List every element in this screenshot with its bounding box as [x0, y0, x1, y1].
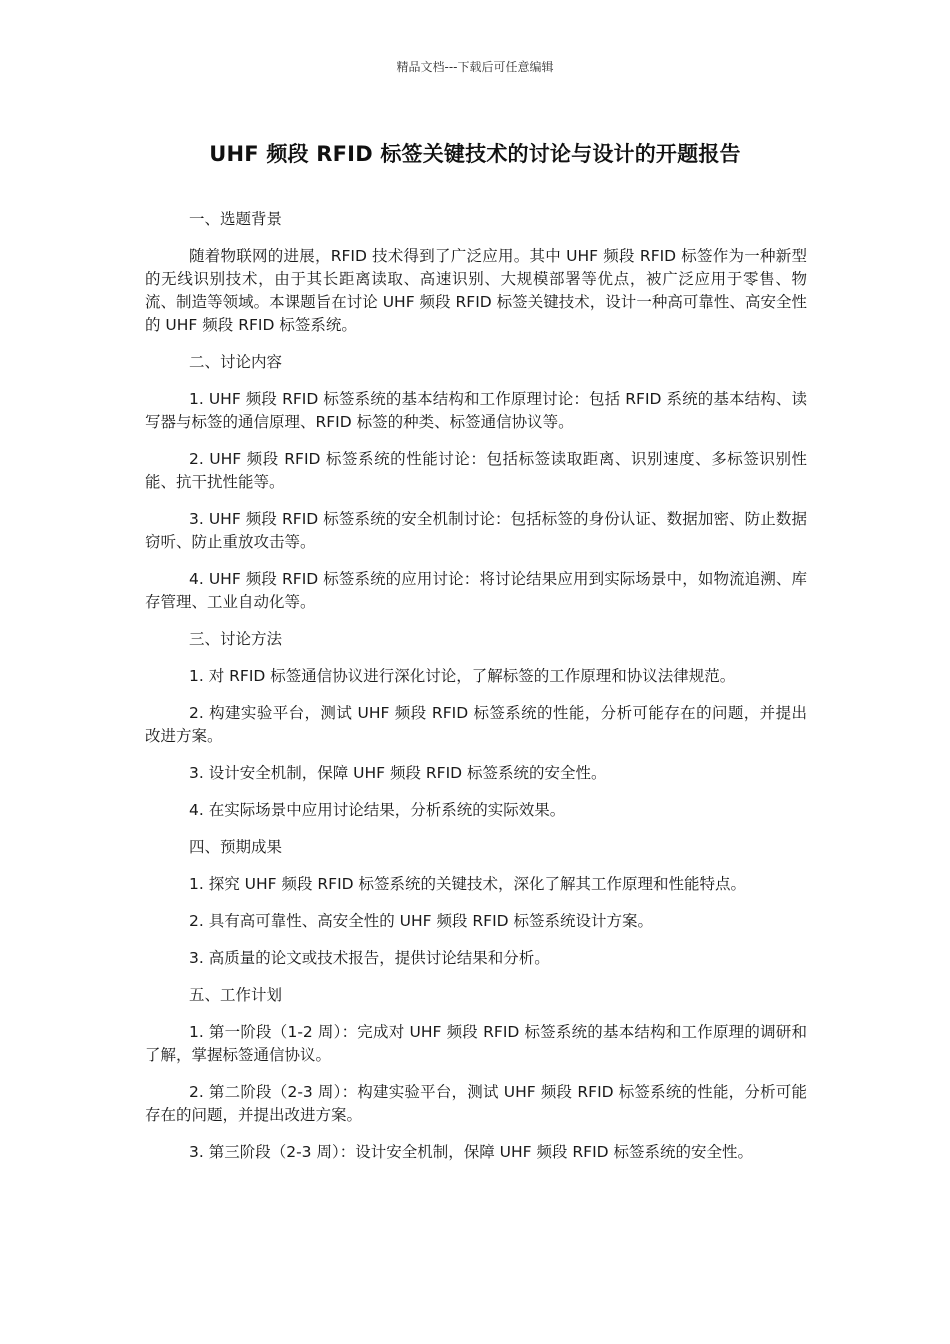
content-item: 3. UHF 频段 RFID 标签系统的安全机制讨论：包括标签的身份认证、数据加密、防止数据窃听、防止重放攻击等。	[145, 510, 807, 551]
section-heading-results: 四、预期成果	[189, 838, 283, 856]
document-title: UHF 频段 RFID 标签关键技术的讨论与设计的开题报告	[209, 142, 741, 166]
content-item: 4. UHF 频段 RFID 标签系统的应用讨论：将讨论结果应用到实际场景中，如物流追溯、库存管理、工业自动化等。	[145, 570, 807, 611]
section-heading-plan: 五、工作计划	[189, 986, 283, 1004]
document-body	[145, 208, 807, 1178]
plan-item: 2. 第二阶段（2-3 周）：构建实验平台，测试 UHF 频段 RFID 标签系统的性能，分析可能存在的问题，并提出改进方案。	[145, 1083, 807, 1124]
methods-item: 2. 构建实验平台，测试 UHF 频段 RFID 标签系统的性能，分析可能存在的问题，并提出改进方案。	[145, 704, 807, 745]
section-heading-background: 一、选题背景	[189, 210, 283, 228]
results-item: 1. 探究 UHF 频段 RFID 标签系统的关键技术，深化了解其工作原理和性能特点。	[189, 875, 747, 893]
methods-item: 3. 设计安全机制，保障 UHF 频段 RFID 标签系统的安全性。	[189, 764, 607, 782]
methods-item: 4. 在实际场景中应用讨论结果，分析系统的实际效果。	[189, 801, 566, 819]
content-item: 2. UHF 频段 RFID 标签系统的性能讨论：包括标签读取距离、识别速度、多标签识别性能、抗干扰性能等。	[145, 450, 807, 491]
methods-item: 1. 对 RFID 标签通信协议进行深化讨论，了解标签的工作原理和协议法律规范。	[189, 667, 736, 685]
results-item: 2. 具有高可靠性、高安全性的 UHF 频段 RFID 标签系统设计方案。	[189, 912, 654, 930]
content-item: 1. UHF 频段 RFID 标签系统的基本结构和工作原理讨论：包括 RFID 系统的基本结构、读写器与标签的通信原理、RFID 标签的种类、标签通信协议等。	[145, 390, 807, 431]
results-item: 3. 高质量的论文或技术报告，提供讨论结果和分析。	[189, 949, 550, 967]
section-heading-methods: 三、讨论方法	[189, 630, 283, 648]
plan-item: 3. 第三阶段（2-3 周）：设计安全机制，保障 UHF 频段 RFID 标签系统的安全性。	[189, 1143, 754, 1161]
header-note: 精品文档---下载后可任意编辑	[396, 60, 554, 74]
background-paragraph: 随着物联网的进展，RFID 技术得到了广泛应用。其中 UHF 频段 RFID 标签作为一种新型的无线识别技术，由于其长距离读取、高速识别、大规模部署等优点，被广泛应用于零售、物流、制造等领域。本课题旨在讨论 UHF 频段 RFID 标签关键技术，设计一种高可靠性、高安全性的 UHF 频段 RFID 标签系统。	[145, 247, 807, 334]
plan-item: 1. 第一阶段（1-2 周）：完成对 UHF 频段 RFID 标签系统的基本结构和工作原理的调研和了解，掌握标签通信协议。	[145, 1023, 807, 1064]
section-heading-content: 二、讨论内容	[189, 353, 283, 371]
